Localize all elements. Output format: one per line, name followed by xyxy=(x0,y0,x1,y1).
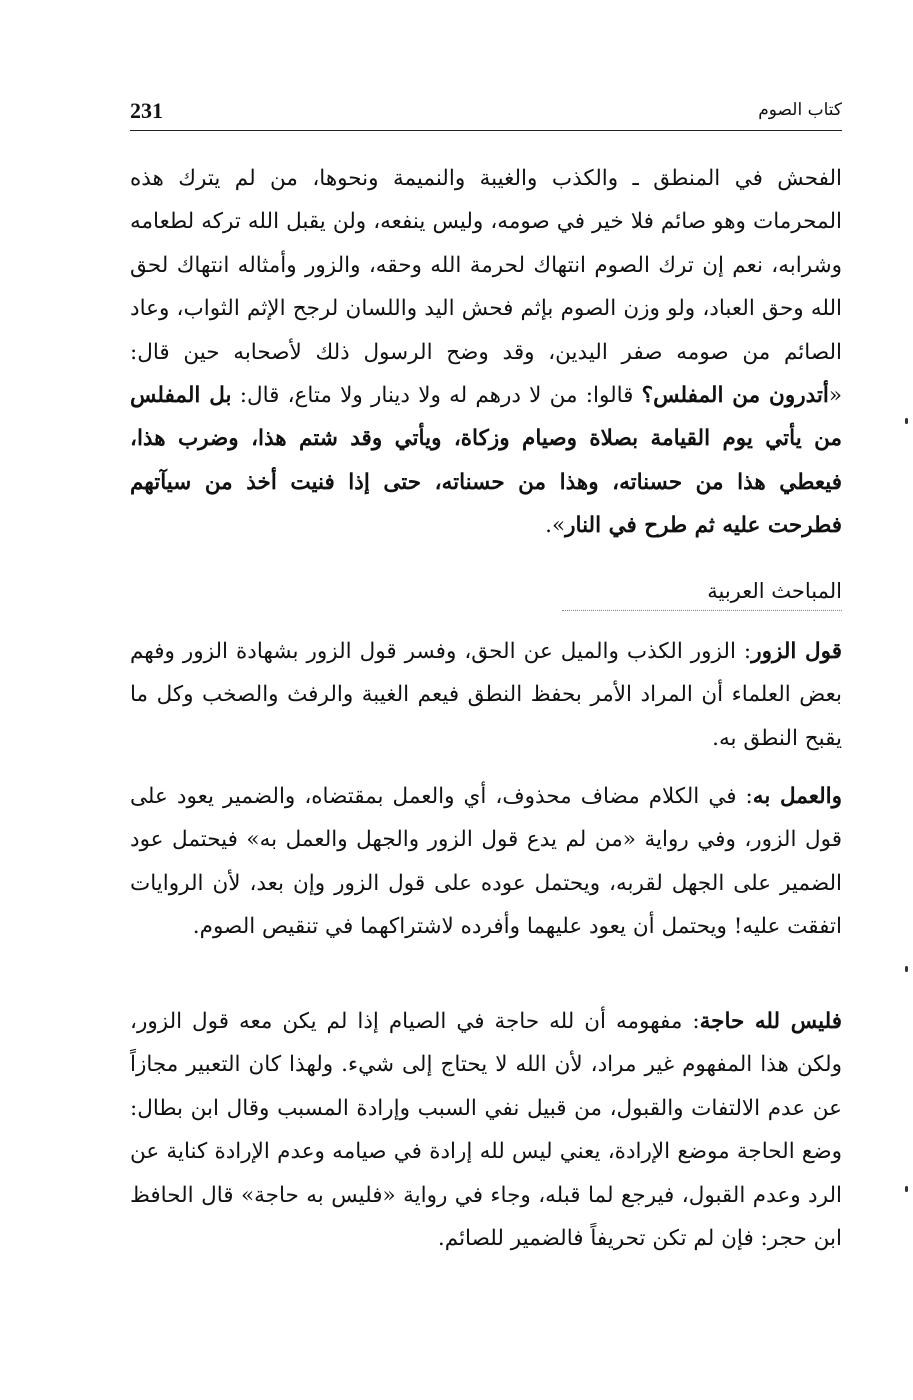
book-page xyxy=(130,0,842,1400)
paragraph-qawl-al-zur-text: : الزور الكذب والميل عن الحق، وفسر قول الزور بشهادة الزور وفهم بعض العلماء أن المراد الأمر بحفظ النطق فيعم الغيبة والرفث والصخب وكل ما يقبح النطق به. xyxy=(130,639,842,751)
paragraph-falaysa-lillah-haja-text: : مفهومه أن لله حاجة في الصيام إذا لم يكن معه قول الزور، ولكن هذا المفهوم غير مراد، لأن الله لا يحتاج إلى شيء. ولهذا كان التعبير مجازاً عن عدم الالتفات والقبول، من قبيل نفي السبب وإرادة المسبب وقال ابن بطال: وضع الحاجة موضع الإرادة، يعني ليس لله إرادة في صيامه وعدم الإرادة كناية عن الرد وعدم القبول، فيرجع لما قبله، وجاء في رواية «فليس به حاجة» قال الحافظ ابن حجر: فإن لم تكن تحريفاً فالضمير للصائم. xyxy=(130,1009,842,1252)
term-qawl-al-zur: قول الزور xyxy=(751,639,842,664)
margin-mark xyxy=(905,1186,908,1192)
term-falaysa-lillah-haja: فليس لله حاجة xyxy=(699,1009,842,1034)
section-heading: المباحث العربية xyxy=(562,574,842,611)
paragraph-falaysa-lillah-haja xyxy=(130,1000,842,1260)
paragraph-intro-text-2: قالوا: من لا درهم له ولا دينار ولا متاع، قال: xyxy=(231,383,642,409)
page-number: 231 xyxy=(130,98,163,123)
paragraph-wal-amal-bih xyxy=(130,775,842,949)
margin-mark xyxy=(905,418,908,424)
running-header xyxy=(130,96,842,131)
book-title: كتاب الصوم xyxy=(758,100,842,120)
paragraph-intro-text-1: الفحش في المنطق ـ والكذب والغيبة والنميمة ونحوها، من لم يترك هذه المحرمات وهو صائم فلا خير في صومه، وليس ينفعه، ولن يقبل الله تركه لطعامه وشرابه، نعم إن ترك الصوم انتهاك لحرمة الله وحقه، والزور وأمثاله انتهاك لحق الله وحق العباد، ولو وزن الصوم بإثم فحش اليد واللسان لرجح الإثم الثواب، وعاد الصائم من صومه صفر اليدين، وقد وضح الرسول ذلك لأصحابه حين قال: « xyxy=(130,166,843,409)
margin-mark xyxy=(905,966,908,972)
paragraph-wal-amal-bih-text: : في الكلام مضاف محذوف، أي والعمل بمقتضاه، والضمير يعود على قول الزور، وفي رواية «من لم يدع قول الزور والجهل والعمل به» فيحتمل عود الضمير على الجهل لقربه، ويحتمل عوده على قول الزور وإن بعد، لأن الروايات اتفقت عليه! ويحتمل أن يعود عليهما وأفرده لاشتراكهما في تنقيص الصوم. xyxy=(130,784,842,940)
hadith-answer: بل المفلس من يأتي يوم القيامة بصلاة وصيام وزكاة، ويأتي وقد شتم هذا، وضرب هذا، فيعطي هذا من حسناته، وهذا من حسناته، حتى إذا فنيت أخذ من سيآتهم فطرحت عليه ثم طرح في النار xyxy=(130,383,842,539)
paragraph-qawl-al-zur xyxy=(130,630,842,760)
paragraph-intro-text-3: ». xyxy=(545,513,566,539)
hadith-question: أتدرون من المفلس؟ xyxy=(641,383,829,409)
term-wal-amal-bih: والعمل به xyxy=(752,784,842,809)
paragraph-intro xyxy=(130,157,842,548)
